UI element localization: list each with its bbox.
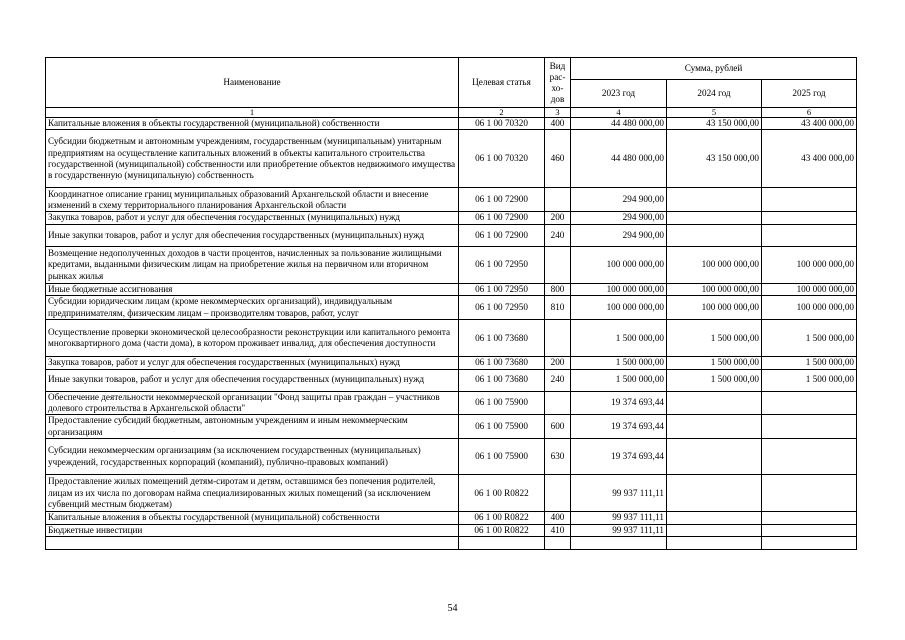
row-amount-2023: 294 900,00 <box>571 212 667 224</box>
row-name: Субсидии бюджетным и автономным учреждениям, государственным (муниципальным) унитарным предприятиям на осуществление капитальных вложений в объекты капитального строительства государственной (муниципальной) собственности или приобретение объектов недвижимого имущества в государственную (муниципальную) собственность <box>46 130 459 188</box>
row-expense-type <box>545 475 571 512</box>
table-row <box>46 188 857 212</box>
row-expense-type: 200 <box>545 212 571 224</box>
row-amount-2024 <box>667 475 762 512</box>
row-target-article: 06 1 00 R0822 <box>459 524 545 536</box>
row-amount-2024: 100 000 000,00 <box>667 283 762 295</box>
row-amount-2024: 1 500 000,00 <box>667 357 762 369</box>
row-amount-2024: 43 150 000,00 <box>667 130 762 188</box>
row-name: Капитальные вложения в объекты государственной (муниципальной) собственности <box>46 512 459 524</box>
row-name: Иные бюджетные ассигнования <box>46 283 459 295</box>
row-name: Капитальные вложения в объекты государственной (муниципальной) собственности <box>46 118 459 130</box>
row-amount-2025 <box>762 475 857 512</box>
header-target-article: Целевая статья <box>459 58 545 108</box>
table-row <box>46 415 857 439</box>
row-target-article: 06 1 00 72950 <box>459 246 545 283</box>
column-number: 2 <box>459 108 545 118</box>
row-expense-type: 200 <box>545 357 571 369</box>
row-name: Иные закупки товаров, работ и услуг для обеспечения государственных (муниципальных) нужд <box>46 369 459 391</box>
row-expense-type: 600 <box>545 415 571 439</box>
row-amount-2023: 44 480 000,00 <box>571 130 667 188</box>
row-expense-type: 400 <box>545 512 571 524</box>
row-target-article: 06 1 00 75900 <box>459 439 545 475</box>
row-expense-type: 240 <box>545 369 571 391</box>
table-row <box>46 296 857 320</box>
row-expense-type: 810 <box>545 296 571 320</box>
row-name: Субсидии юридическим лицам (кроме некоммерческих организаций), индивидуальным предпринимателям, физическим лицам – производителям товаров, работ, услуг <box>46 296 459 320</box>
row-expense-type <box>545 246 571 283</box>
row-amount-2025 <box>762 512 857 524</box>
row-amount-2023: 100 000 000,00 <box>571 296 667 320</box>
table-row <box>46 246 857 283</box>
row-amount-2023: 1 500 000,00 <box>571 357 667 369</box>
row-target-article: 06 1 00 73680 <box>459 320 545 357</box>
row-amount-2023: 1 500 000,00 <box>571 369 667 391</box>
table-row <box>46 320 857 357</box>
row-amount-2023: 19 374 693,44 <box>571 391 667 415</box>
row-amount-2024 <box>667 391 762 415</box>
row-amount-2023: 100 000 000,00 <box>571 283 667 295</box>
table-row <box>46 475 857 512</box>
budget-table <box>45 57 857 550</box>
row-amount-2025 <box>762 224 857 246</box>
row-amount-2023: 19 374 693,44 <box>571 439 667 475</box>
table-row <box>46 212 857 224</box>
row-expense-type <box>545 537 571 550</box>
table-body <box>46 118 857 550</box>
page-number: 54 <box>447 603 458 614</box>
row-target-article: 06 1 00 R0822 <box>459 475 545 512</box>
table-header <box>46 58 857 118</box>
row-amount-2025: 100 000 000,00 <box>762 246 857 283</box>
table-row <box>46 369 857 391</box>
row-amount-2025: 1 500 000,00 <box>762 369 857 391</box>
row-name: Осуществление проверки экономической целесообразности реконструкции или капитального ремонта многоквартирного дома (части дома), в котором проживает инвалид, для обеспечения доступности <box>46 320 459 357</box>
row-amount-2025: 100 000 000,00 <box>762 296 857 320</box>
row-expense-type: 410 <box>545 524 571 536</box>
row-amount-2024 <box>667 439 762 475</box>
table-row <box>46 524 857 536</box>
row-name: Обеспечение деятельности некоммерческой организации "Фонд защиты прав граждан – участников долевого строительства в Архангельской области" <box>46 391 459 415</box>
row-name: Предоставление субсидий бюджетным, автономным учреждениям и иным некоммерческим организациям <box>46 415 459 439</box>
header-year-2024: 2024 год <box>667 80 762 108</box>
table-row <box>46 439 857 475</box>
row-amount-2023 <box>571 537 667 550</box>
column-number: 1 <box>46 108 459 118</box>
row-expense-type: 240 <box>545 224 571 246</box>
row-amount-2023: 44 480 000,00 <box>571 118 667 130</box>
row-amount-2025 <box>762 524 857 536</box>
row-amount-2025 <box>762 188 857 212</box>
row-expense-type <box>545 188 571 212</box>
row-amount-2024: 1 500 000,00 <box>667 320 762 357</box>
row-expense-type: 800 <box>545 283 571 295</box>
table-row <box>46 537 857 550</box>
row-amount-2025: 1 500 000,00 <box>762 320 857 357</box>
column-number: 6 <box>762 108 857 118</box>
row-name: Бюджетные инвестиции <box>46 524 459 536</box>
row-target-article: 06 1 00 70320 <box>459 118 545 130</box>
row-name <box>46 537 459 550</box>
row-target-article: 06 1 00 72950 <box>459 283 545 295</box>
row-target-article: 06 1 00 75900 <box>459 391 545 415</box>
row-name: Предоставление жилых помещений детям-сиротам и детям, оставшимся без попечения родителей, лицам из их числа по договорам найма специализированных жилых помещений (за исключением субвенций местным бюджетам) <box>46 475 459 512</box>
row-amount-2025: 100 000 000,00 <box>762 283 857 295</box>
column-number: 4 <box>571 108 667 118</box>
row-expense-type: 460 <box>545 130 571 188</box>
row-target-article: 06 1 00 72900 <box>459 212 545 224</box>
row-amount-2024 <box>667 524 762 536</box>
row-amount-2024: 1 500 000,00 <box>667 369 762 391</box>
table-row <box>46 512 857 524</box>
row-target-article: 06 1 00 70320 <box>459 130 545 188</box>
row-expense-type: 400 <box>545 118 571 130</box>
row-name: Закупка товаров, работ и услуг для обеспечения государственных (муниципальных) нужд <box>46 357 459 369</box>
row-amount-2023: 99 937 111,11 <box>571 475 667 512</box>
row-amount-2024 <box>667 188 762 212</box>
table-row <box>46 357 857 369</box>
row-amount-2023: 294 900,00 <box>571 188 667 212</box>
row-amount-2024: 43 150 000,00 <box>667 118 762 130</box>
header-year-2025: 2025 год <box>762 80 857 108</box>
row-amount-2023: 19 374 693,44 <box>571 415 667 439</box>
row-amount-2024 <box>667 415 762 439</box>
row-amount-2024 <box>667 224 762 246</box>
row-target-article: 06 1 00 73680 <box>459 357 545 369</box>
row-amount-2023: 294 900,00 <box>571 224 667 246</box>
row-amount-2024 <box>667 512 762 524</box>
row-amount-2023: 1 500 000,00 <box>571 320 667 357</box>
row-amount-2025 <box>762 212 857 224</box>
row-amount-2024: 100 000 000,00 <box>667 246 762 283</box>
row-amount-2025: 1 500 000,00 <box>762 357 857 369</box>
row-amount-2025: 43 400 000,00 <box>762 118 857 130</box>
table-row <box>46 283 857 295</box>
table-row <box>46 391 857 415</box>
header-sum: Сумма, рублей <box>571 58 857 80</box>
column-number: 5 <box>667 108 762 118</box>
row-amount-2025: 43 400 000,00 <box>762 130 857 188</box>
row-name: Возмещение недополученных доходов в части процентов, начисленных за пользование жилищными кредитами, выданными физическим лицам на приобретение жилья на первичном или вторичном рынках жилья <box>46 246 459 283</box>
row-expense-type <box>545 391 571 415</box>
row-expense-type: 630 <box>545 439 571 475</box>
row-name: Иные закупки товаров, работ и услуг для обеспечения государственных (муниципальных) нужд <box>46 224 459 246</box>
table-row <box>46 130 857 188</box>
row-expense-type <box>545 320 571 357</box>
row-amount-2023: 99 937 111,11 <box>571 524 667 536</box>
table-row <box>46 224 857 246</box>
row-amount-2024: 100 000 000,00 <box>667 296 762 320</box>
row-amount-2024 <box>667 537 762 550</box>
row-target-article: 06 1 00 R0822 <box>459 512 545 524</box>
row-target-article <box>459 537 545 550</box>
column-number: 3 <box>545 108 571 118</box>
row-amount-2023: 100 000 000,00 <box>571 246 667 283</box>
column-number-row <box>46 108 857 118</box>
table-row <box>46 118 857 130</box>
row-target-article: 06 1 00 72950 <box>459 296 545 320</box>
header-expense-type: Вид рас-хо-дов <box>545 58 571 108</box>
header-year-2023: 2023 год <box>571 80 667 108</box>
row-name: Субсидии некоммерческим организациям (за исключением государственных (муниципальных) учреждений, государственных корпораций (компаний), публично-правовых компаний) <box>46 439 459 475</box>
row-name: Закупка товаров, работ и услуг для обеспечения государственных (муниципальных) нужд <box>46 212 459 224</box>
row-amount-2025 <box>762 537 857 550</box>
row-target-article: 06 1 00 72900 <box>459 224 545 246</box>
row-name: Координатное описание границ муниципальных образований Архангельской области и внесение изменений в схему территориального планирования Архангельской области <box>46 188 459 212</box>
row-target-article: 06 1 00 73680 <box>459 369 545 391</box>
row-amount-2025 <box>762 391 857 415</box>
header-name: Наименование <box>46 58 459 108</box>
row-amount-2023: 99 937 111,11 <box>571 512 667 524</box>
row-target-article: 06 1 00 75900 <box>459 415 545 439</box>
row-target-article: 06 1 00 72900 <box>459 188 545 212</box>
row-amount-2025 <box>762 415 857 439</box>
row-amount-2024 <box>667 212 762 224</box>
row-amount-2025 <box>762 439 857 475</box>
